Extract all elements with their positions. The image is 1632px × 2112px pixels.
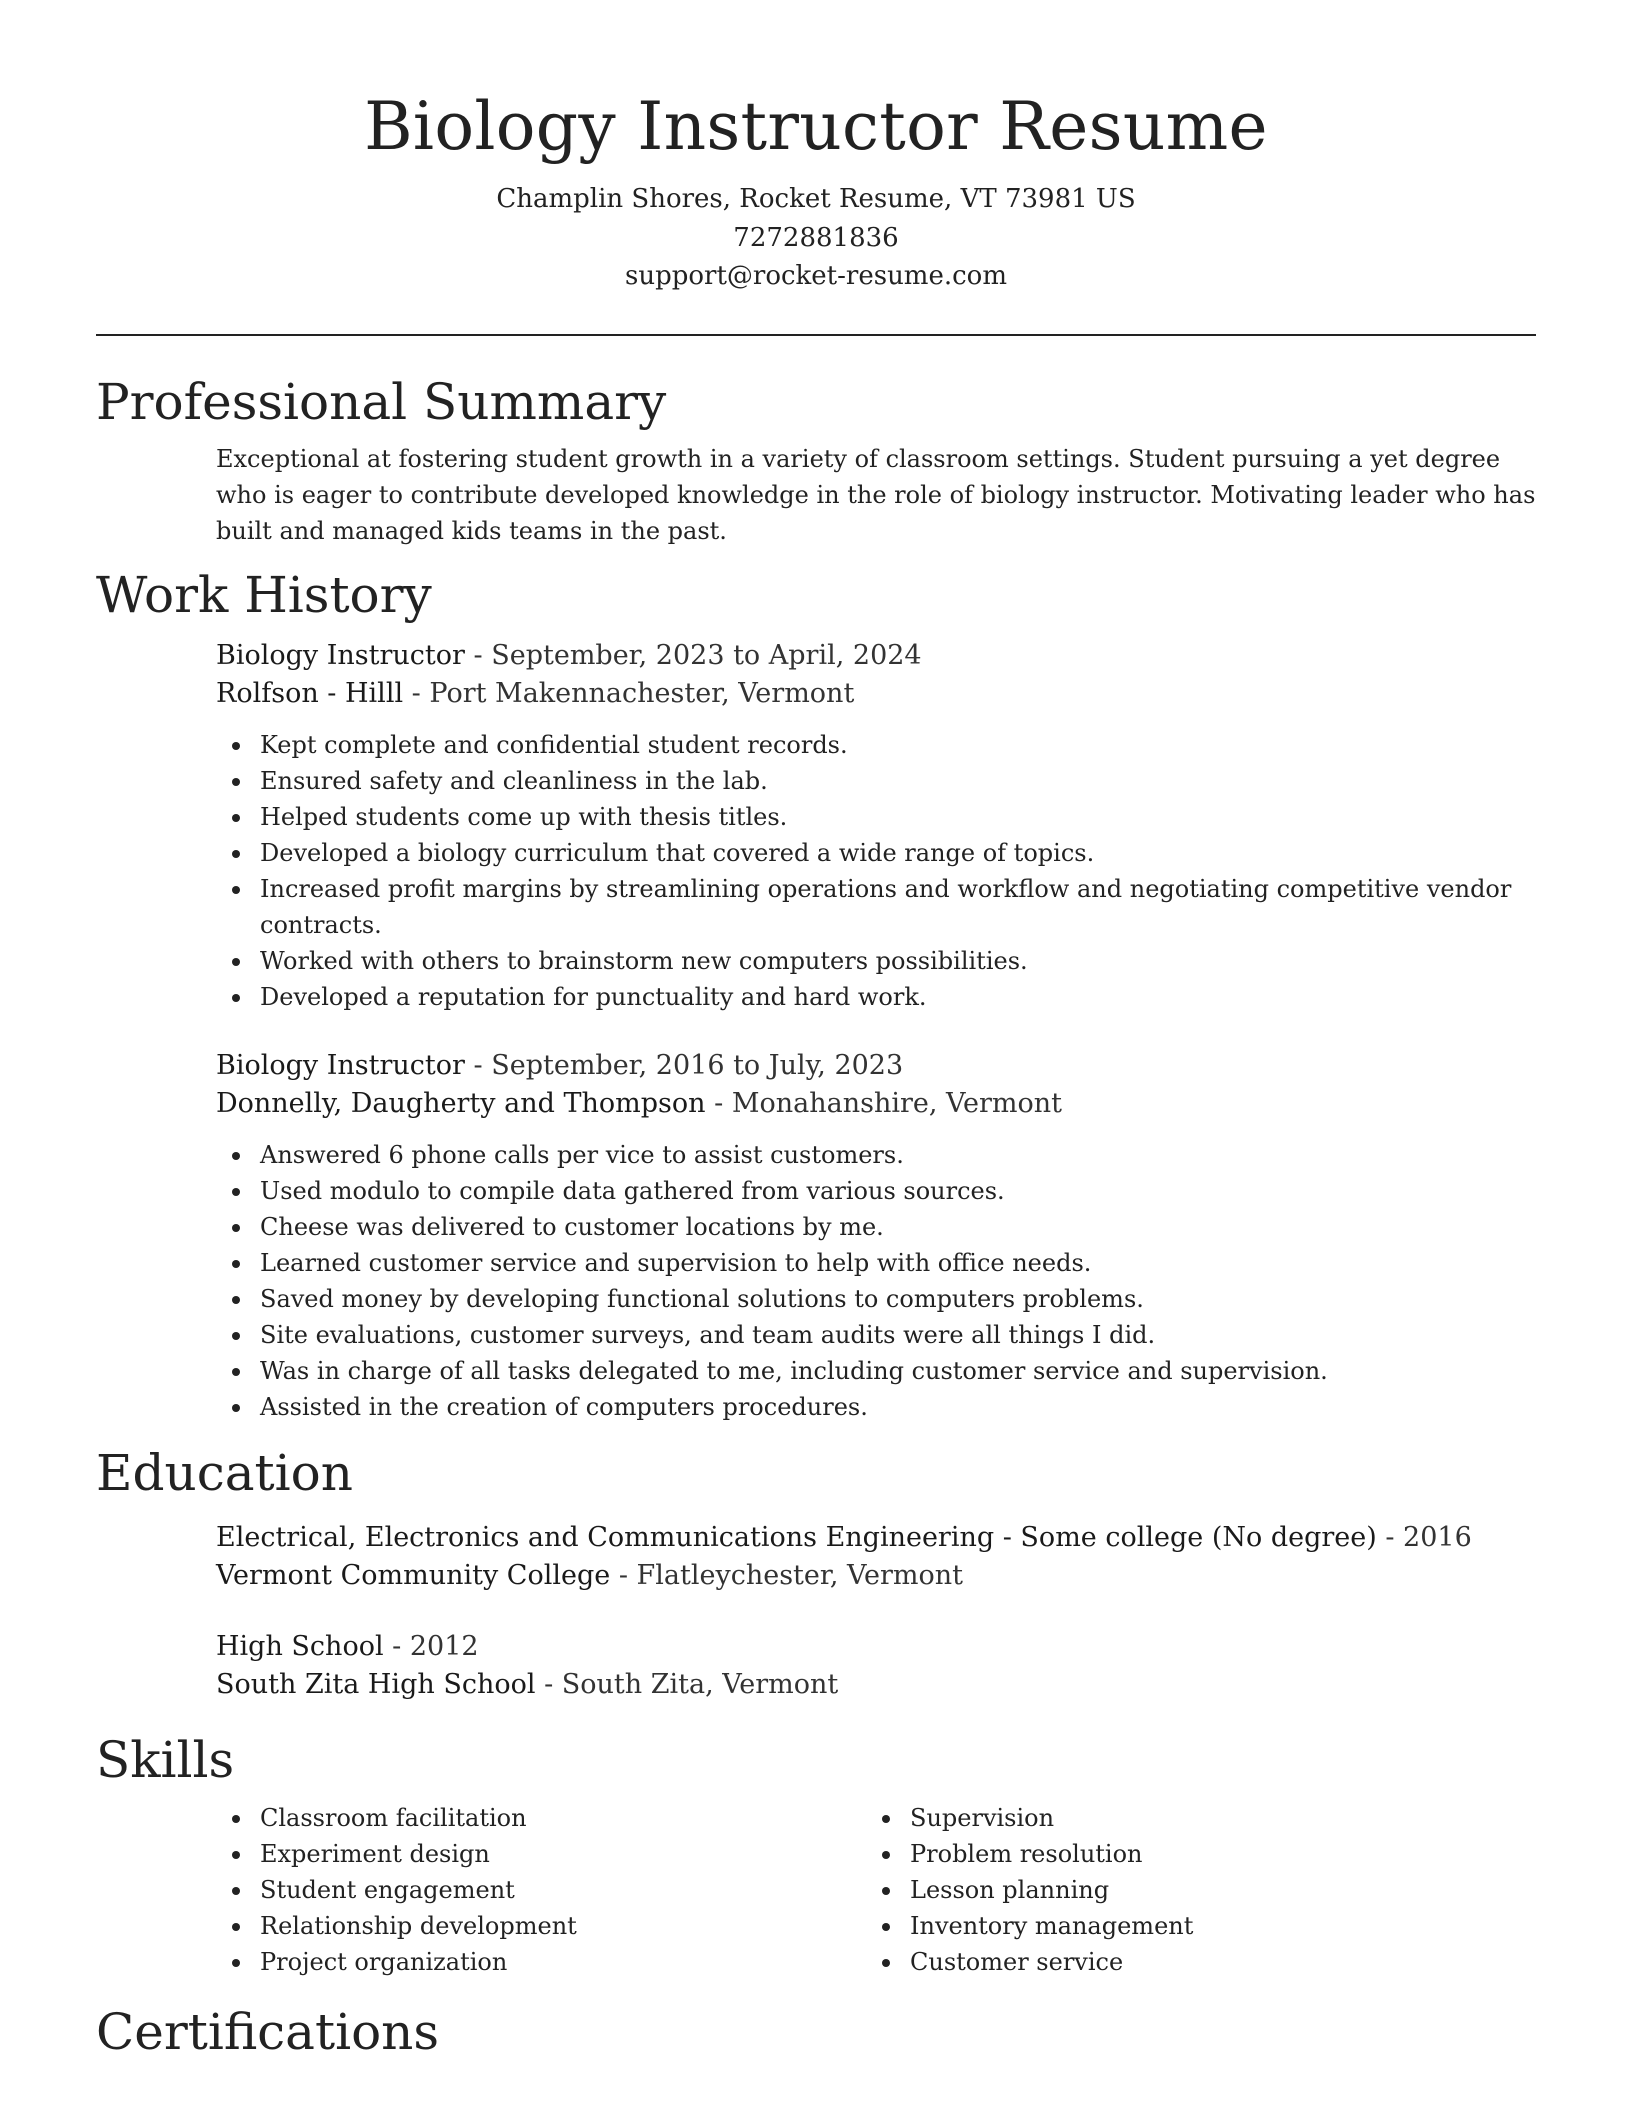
- contact-block: [96, 180, 1536, 296]
- education-school-line: [216, 1557, 1536, 1595]
- skills-column-right: [866, 1800, 1516, 1980]
- summary-text: Exceptional at fostering student growth in a variety of classroom settings. Student pursuing a yet degree who is eager to contribute developed knowledge in the role of biology instructor. Motivating leader who has built and managed kids teams in the past.: [216, 444, 1536, 545]
- list-item: Learned customer service and supervision to help with office needs.: [216, 1245, 1536, 1281]
- job-entry: [216, 1047, 1536, 1425]
- skill-item: Customer service: [866, 1944, 1516, 1980]
- resume-header: [96, 82, 1536, 296]
- education-location: - Flatleychester, Vermont: [610, 1559, 963, 1591]
- job-entry: [216, 637, 1536, 1015]
- job-title: Biology Instructor: [216, 1049, 465, 1081]
- education-school-line: [216, 1666, 1536, 1704]
- education-school: South Zita High School: [216, 1668, 536, 1700]
- work-history-section-title: Work History: [96, 565, 432, 624]
- skill-item: Experiment design: [216, 1836, 866, 1872]
- education-degree: High School: [216, 1630, 384, 1662]
- education-school: Vermont Community College: [216, 1559, 611, 1591]
- education-degree-line: [216, 1519, 1536, 1557]
- list-item: Worked with others to brainstorm new computers possibilities.: [216, 943, 1536, 979]
- resume-page: [96, 0, 1536, 2064]
- skills-section-title: Skills: [96, 1730, 235, 1789]
- list-item: Developed a biology curriculum that covered a wide range of topics.: [216, 835, 1536, 871]
- certifications-section-title: Certifications: [96, 2002, 440, 2061]
- resume-title: Biology Instructor Resume: [364, 88, 1268, 165]
- list-item: Was in charge of all tasks delegated to me, including customer service and supervision.: [216, 1353, 1536, 1389]
- job-duties-list: [216, 727, 1536, 1015]
- list-item: Kept complete and confidential student records.: [216, 727, 1536, 763]
- list-item: Ensured safety and cleanliness in the lab.: [216, 763, 1536, 799]
- skills-column-left: [216, 1800, 866, 1980]
- list-item: Assisted in the creation of computers procedures.: [216, 1389, 1536, 1425]
- list-item: Saved money by developing functional solutions to computers problems.: [216, 1281, 1536, 1317]
- list-item: Increased profit margins by streamlining operations and workflow and negotiating competitive vendor contracts.: [216, 871, 1536, 943]
- education-section-title: Education: [96, 1443, 353, 1502]
- list-item: Helped students come up with thesis titles.: [216, 799, 1536, 835]
- job-location: - Port Makennachester, Vermont: [403, 677, 855, 709]
- job-heading: [216, 637, 1536, 675]
- education-year: - 2012: [383, 1630, 479, 1662]
- skill-item: Project organization: [216, 1944, 866, 1980]
- education-location: - South Zita, Vermont: [535, 1668, 839, 1700]
- list-item: Cheese was delivered to customer locations by me.: [216, 1209, 1536, 1245]
- education-entry: [216, 1519, 1536, 1595]
- contact-address: Champlin Shores, Rocket Resume, VT 73981 US: [496, 184, 1136, 214]
- summary-block: [216, 441, 1536, 549]
- education-degree-line: [216, 1628, 1536, 1666]
- job-dates: - September, 2023 to April, 2024: [464, 639, 922, 671]
- list-item: Site evaluations, customer surveys, and team audits were all things I did.: [216, 1317, 1536, 1353]
- list-item: Used modulo to compile data gathered from various sources.: [216, 1173, 1536, 1209]
- job-dates: - September, 2016 to July, 2023: [464, 1049, 904, 1081]
- education-entry: [216, 1628, 1536, 1704]
- skill-item: Classroom facilitation: [216, 1800, 866, 1836]
- education-degree: Electrical, Electronics and Communications Engineering - Some college (No degree): [216, 1521, 1377, 1553]
- skill-item: Relationship development: [216, 1908, 866, 1944]
- summary-section-title: Professional Summary: [96, 372, 667, 431]
- skills-grid: [216, 1800, 1536, 1980]
- skill-item: Lesson planning: [866, 1872, 1516, 1908]
- job-employer-line: [216, 675, 1536, 713]
- job-employer-line: [216, 1085, 1536, 1123]
- job-duties-list: [216, 1137, 1536, 1425]
- skill-item: Supervision: [866, 1800, 1516, 1836]
- job-heading: [216, 1047, 1536, 1085]
- job-title: Biology Instructor: [216, 639, 465, 671]
- contact-email: support@rocket-resume.com: [624, 261, 1007, 291]
- job-company: Rolfson - Hilll: [216, 677, 404, 709]
- job-company: Donnelly, Daugherty and Thompson: [216, 1087, 706, 1119]
- list-item: Answered 6 phone calls per vice to assist customers.: [216, 1137, 1536, 1173]
- skill-item: Student engagement: [216, 1872, 866, 1908]
- education-year: - 2016: [1376, 1521, 1472, 1553]
- list-item: Developed a reputation for punctuality and hard work.: [216, 979, 1536, 1015]
- header-divider: [96, 334, 1536, 336]
- skill-item: Problem resolution: [866, 1836, 1516, 1872]
- skill-item: Inventory management: [866, 1908, 1516, 1944]
- job-location: - Monahanshire, Vermont: [705, 1087, 1063, 1119]
- contact-phone: 7272881836: [733, 222, 899, 253]
